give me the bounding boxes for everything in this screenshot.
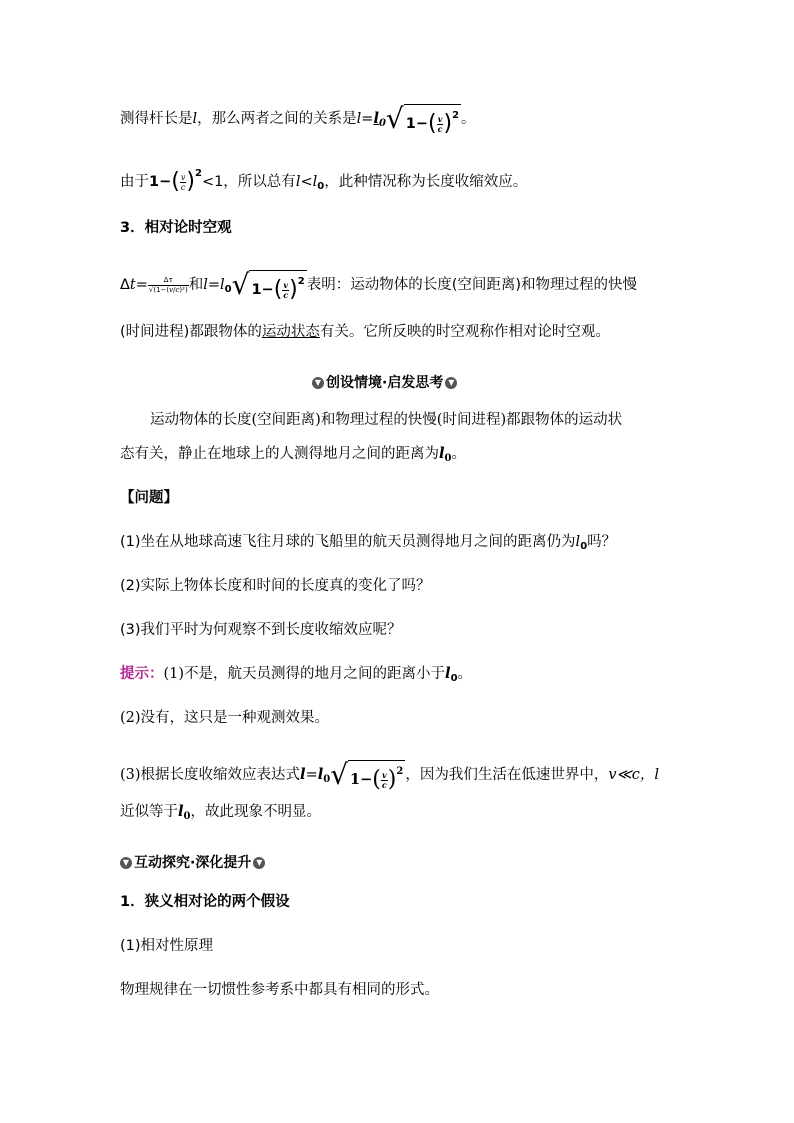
text: 有关。它所反映的时空观称作相对论时空观。 [319,324,610,340]
text: 表明：运动物体的长度(空间距离)和物理过程的快慢 [306,277,638,293]
text: (时间进程)都跟物体的 [120,324,262,340]
section-title: 创设情境·启发思考 [326,375,444,391]
answer-3: (3)根据长度收缩效应表达式$l=l_0√$ 1−( $\frac{v}{c}$ )$^2$ ，因为我们生活在低速世界中，v≪c，l [120,758,659,792]
text: ，因为我们生活在低速世界中， [405,767,609,783]
text: 态有关，静止在地球上的人测得地月之间的距离为 [120,446,439,462]
line-5 [120,322,610,342]
var-l: l [192,111,198,127]
chevron-down-icon: ▼ [445,377,457,389]
line-2: 由于1−( $\frac{v}{c}$ )$^2$<1，所以总有$l<l_0$，此种情况称为长度收缩效应。 [120,168,528,194]
chevron-down-icon: ▼ [253,857,265,869]
para-last: 物理规律在一切惯性参考系中都具有相同的形式。 [120,982,439,998]
text: (1)不是，航天员测得的地月之间的距离小于 [163,666,446,682]
answer-3b: 近似等于$l_0$，故此现象不明显。 [120,803,321,822]
text: <1，所以总有 [201,174,296,190]
chevron-down-icon: ▼ [312,377,324,389]
text: 由于 [120,174,149,190]
question-2: (2)实际上物体长度和时间的长度真的变化了吗？ [120,578,431,594]
question-3: (3)我们平时为何观察不到长度收缩效应呢？ [120,622,402,638]
text: ，那么两者之间的关系是 [197,111,357,127]
text: ，l [639,767,659,783]
text: (3)根据长度收缩效应表达式 [120,767,301,783]
text: 测得杆长是 [120,111,193,127]
line-4: Δt= $\frac{\Delta\tau}{\text{√(1−(v/c)²)}}$ 和$l=l_0√$ 1−( $\frac{v}{c}$ )$^2$ 表明：运动物体的长度(空间距离)和物理过程的快慢 [120,268,638,302]
heading-3: 3．相对论时空观 [120,220,232,236]
answer-2: (2)没有，这只是一种观测效果。 [120,710,330,726]
sqrt-formula: √ 1−( $\frac{v}{c}$ )$^2$ [385,102,460,136]
answer-1: 提示：(1)不是，航天员测得的地月之间的距离小于$l_0$。 [120,665,473,684]
chevron-down-icon: ▼ [120,857,132,869]
text: v≪c [608,767,640,783]
text: (1)坐在从地球高速飞往月球的飞船里的航天员测得地月之间的距离仍为 [120,534,576,550]
text: 。 [461,111,476,127]
heading-1: 1．狭义相对论的两个假设 [120,894,290,910]
section-title: 互动探究·深化提升 [134,855,252,871]
text: ，故此现象不明显。 [190,804,321,820]
section-header-2 [118,852,267,872]
var-l0: $l_0$ [373,110,386,129]
underlined-text: 运动状态 [261,324,320,340]
heading-relativity: (1)相对性原理 [120,938,214,954]
text: 近似等于 [120,804,178,820]
para-1b: 态有关，静止在地球上的人测得地月之间的距离为$l_0$。 [120,445,466,464]
var-l: l [356,111,362,127]
text: 吗？ [587,534,617,550]
line-1: 测得杆长是l，那么两者之间的关系是$l=l_0√$ 1−( $\frac{v}{c}$ )$^2$ 。 [120,102,476,136]
text: 和 [188,277,204,293]
section-header-1 [310,372,459,392]
question-title: 【问题】 [120,490,178,506]
para-1a: 运动物体的长度(空间距离)和物理过程的快慢(时间进程)都跟物体的运动状 [150,412,623,428]
text: ，此种情况称为长度收缩效应。 [324,174,528,190]
hint-label: 提示： [120,666,164,682]
question-1: (1)坐在从地球高速飞往月球的飞船里的航天员测得地月之间的距离仍为$l_0$吗？ [120,534,617,552]
